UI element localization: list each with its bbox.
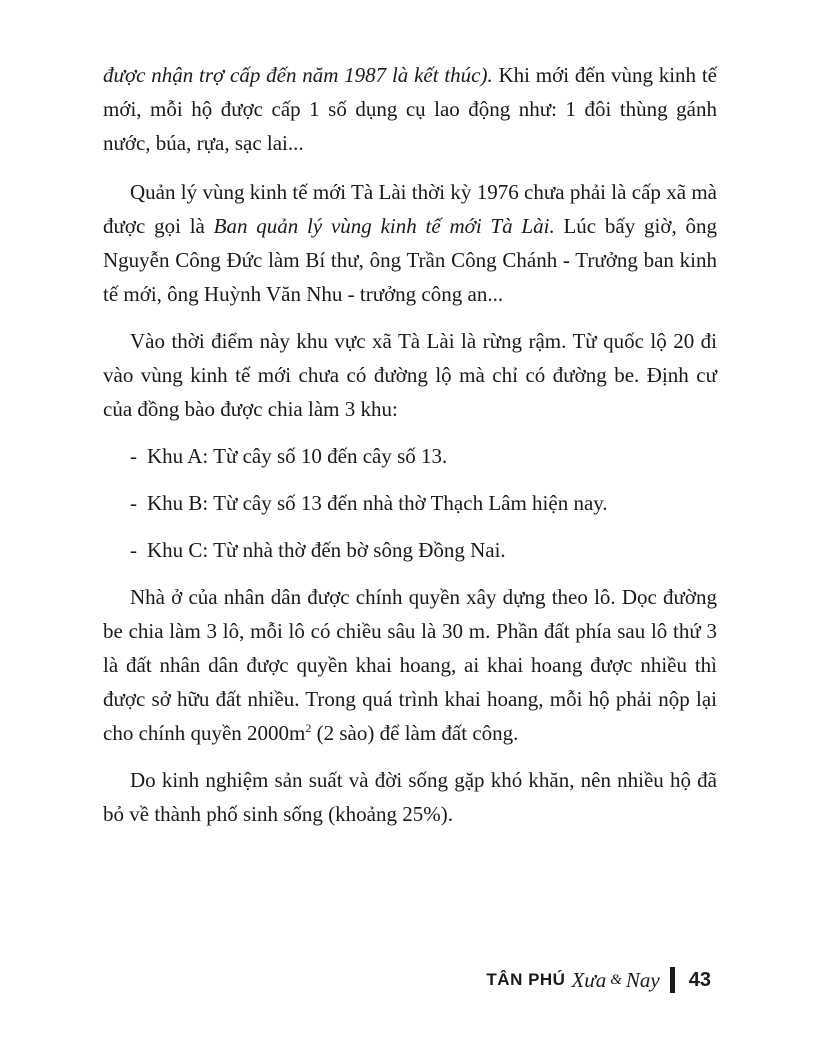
paragraph-3: Vào thời điểm này khu vực xã Tà Lài là rừng rậm. Từ quốc lộ 20 đi vào vùng kinh tế mới chưa có đường lộ mà chỉ có đường be. Định cư của đồng bào được chia làm 3 khu: (103, 329, 717, 421)
page-number: 43 (688, 968, 711, 991)
superscript: 2 (305, 721, 312, 735)
page-body (103, 58, 717, 844)
paragraph-2-italic: Ban quản lý vùng kinh tế mới Tà Lài. (213, 214, 555, 238)
page-footer (486, 967, 711, 993)
paragraph-4 (103, 580, 717, 750)
paragraph-2-text-b: Lúc bấy giờ, ông Nguyễn Công Đức làm Bí thư, ông Trần Công Chánh - Trưởng ban kinh tế mới, ông Huỳnh Văn Nhu - trưởng công an... (103, 214, 717, 306)
paragraph-2-text-a: Quản lý vùng kinh tế mới Tà Lài thời kỳ 1976 chưa phải là cấp xã mà được gọi là (103, 180, 717, 238)
footer-subtitle-b: Nay (625, 967, 660, 992)
list-item-text: Khu C: Từ nhà thờ đến bờ sông Đồng Nai. (147, 538, 506, 562)
footer-divider-bar (670, 967, 675, 993)
footer-ampersand: & (610, 971, 622, 988)
paragraph-4-text-a: Nhà ở của nhân dân được chính quyền xây dựng theo lô. Dọc đường be chia làm 3 lô, mỗi lô có chiều sâu là 30 m. Phần đất phía sau lô thứ 3 là đất nhân dân được quyền khai hoang, ai khai hoang được nhiều thì được sở hữu đất nhiều. Trong quá trình khai hoang, mỗi hộ phải nộp lại cho chính quyền 2000m (103, 585, 717, 745)
paragraph-4-text-b: (2 sào) để làm đất công. (311, 721, 519, 745)
list-item-text: Khu A: Từ cây số 10 đến cây số 13. (147, 444, 448, 468)
paragraph-1 (103, 58, 717, 160)
list-dash: - (130, 538, 137, 562)
paragraph-2 (103, 175, 717, 311)
list-dash: - (130, 444, 137, 468)
list-item-text: Khu B: Từ cây số 13 đến nhà thờ Thạch Lâm hiện nay. (147, 491, 608, 515)
paragraph-1-text: Khi mới đến vùng kinh tế mới, mỗi hộ được cấp 1 số dụng cụ lao động như: 1 đôi thùng gánh nước, búa, rựa, sạc lai... (103, 63, 717, 155)
list-dash: - (130, 491, 137, 515)
list-item-khu-c (103, 533, 717, 567)
paragraph-1-italic: được nhận trợ cấp đến năm 1987 là kết thúc). (103, 63, 493, 87)
list-item-khu-a (103, 439, 717, 473)
paragraph-5: Do kinh nghiệm sản suất và đời sống gặp khó khăn, nên nhiều hộ đã bỏ về thành phố sinh sống (khoảng 25%). (103, 768, 717, 826)
footer-subtitle-a: Xưa (571, 967, 607, 992)
list-item-khu-b (103, 486, 717, 520)
footer-brand: TÂN PHÚ (486, 970, 566, 989)
